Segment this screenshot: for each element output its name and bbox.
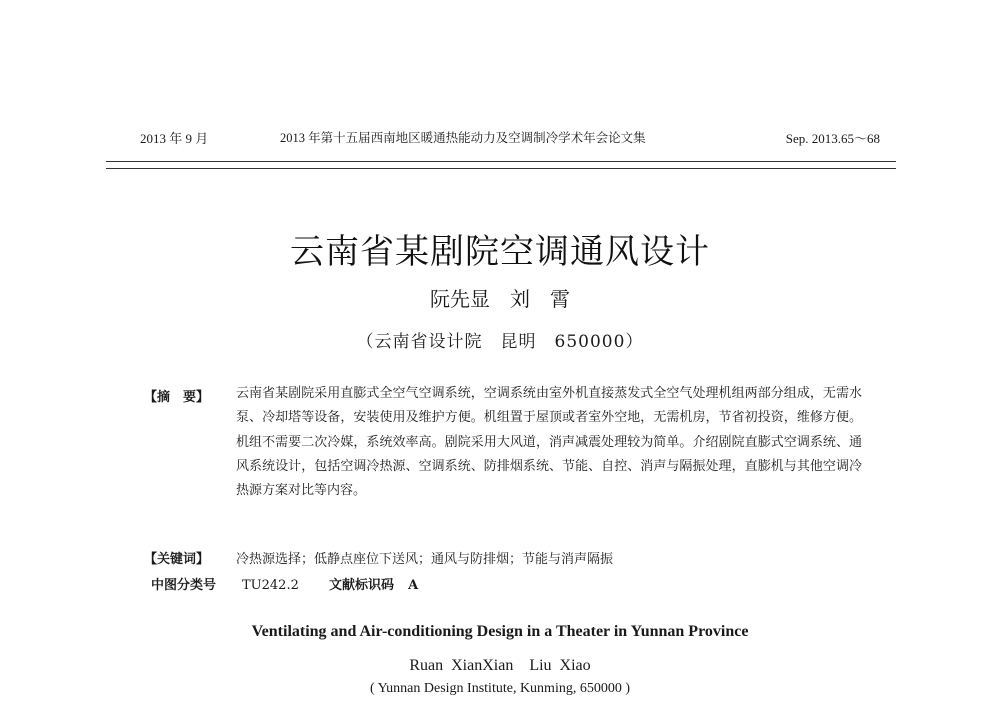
proceedings-title: 2013 年第十五届西南地区暖通热能动力及空调制冷学术年会论文集 (280, 131, 646, 145)
document-code: A (408, 578, 419, 593)
header-rule-thick (106, 161, 896, 162)
document-code-label: 文献标识码 (328, 578, 394, 593)
header-rule-thin (106, 168, 896, 169)
abstract-label: 【摘 要】 (144, 390, 210, 405)
english-title: Ventilating and Air-conditioning Design in a Theater in Yunnan Province (251, 623, 749, 640)
paper-affiliation: （云南省设计院 昆明 650000） (356, 332, 644, 352)
paper-title: 云南省某剧院空调通风设计 (290, 232, 710, 272)
page-range: Sep. 2013.65～68 (785, 131, 880, 146)
clc-label: 中图分类号 (151, 578, 217, 593)
keywords-label: 【关键词】 (144, 552, 210, 567)
english-affiliation: ( Yunnan Design Institute, Kunming, 650000 ) (369, 681, 630, 696)
clc-code: TU242.2 (242, 578, 299, 593)
english-authors: Ruan XianXian Liu Xiao (409, 657, 591, 674)
keywords-text: 冷热源选择；低静点座位下送风；通风与防排烟；节能与消声隔振 (236, 552, 614, 567)
paper-authors: 阮先显 刘 霄 (430, 287, 570, 311)
abstract-text: 云南省某剧院采用直膨式全空气空调系统，空调系统由室外机直接蒸发式全空气处理机组两部分组成，无需水泵、冷却塔等设备，安装使用及维护方便。机组置于屋顶或者室外空地，无需机房，节省初投资，维修方便。机组不需要二次冷媒，系统效率高。剧院采用大风道，消声减震处理较为简单。介绍剧院直膨式空调系统、通风系统设计，包括空调冷热源、空调系统、防排烟系统、节能、自控、消声与隔振处理，直膨机与其他空调冷热源方案对比等内容。 (236, 386, 862, 499)
classification-line (242, 574, 418, 593)
issue-date: 2013 年 9 月 (140, 131, 209, 146)
running-head (140, 128, 880, 152)
